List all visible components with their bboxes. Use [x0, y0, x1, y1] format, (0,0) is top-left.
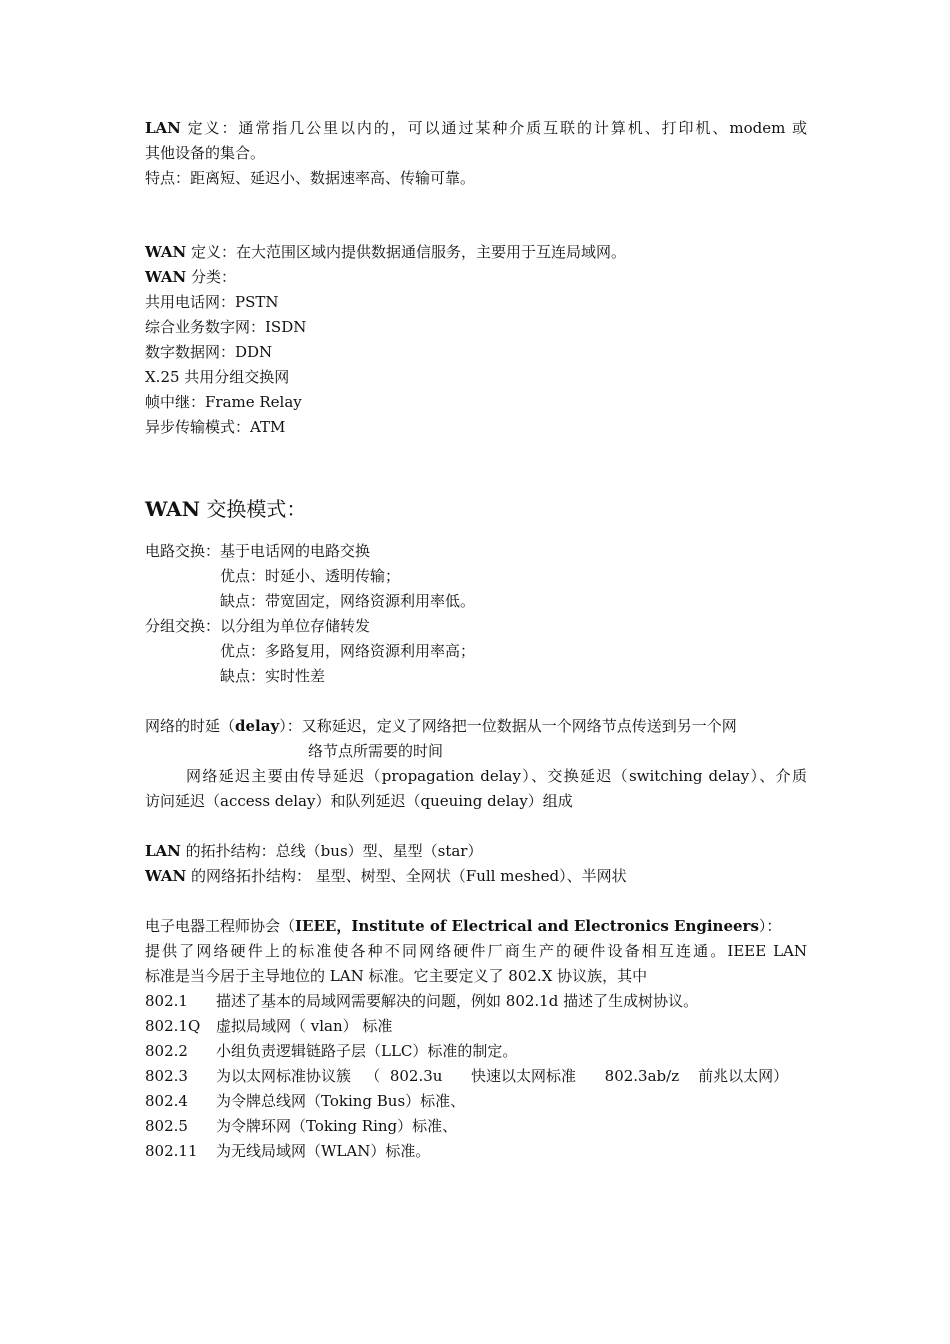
standard-text: 为无线局域网（WLAN）标准。 — [216, 1142, 431, 1160]
circuit-pros: 优点：时延小、透明传输； — [220, 567, 401, 585]
standard-item — [145, 1091, 807, 1111]
standard-code: 802.1Q — [145, 1017, 201, 1035]
ieee-desc-line-1: 提供了网络硬件上的标准使各种不同网络硬件厂商生产的硬件设备相互连通。IEEE LAN — [145, 942, 807, 960]
standard-item — [145, 1116, 807, 1136]
wan-type-item: 综合业务数字网：ISDN — [145, 318, 307, 336]
delay-term: delay — [235, 717, 280, 735]
heading-wan-label: WAN — [145, 497, 200, 521]
delay-definition — [145, 716, 807, 736]
heading-text: 交换模式： — [199, 497, 307, 521]
ieee-desc-line-2: 标准是当今居于主导地位的 LAN 标准。它主要定义了 802.X 协议族，其中 — [145, 967, 648, 985]
delay-definition-cont: 络节点所需要的时间 — [308, 742, 444, 760]
wan-topology-text: 的网络拓扑结构： 星型、树型、全网状（Full meshed）、半网状 — [186, 867, 627, 885]
packet-switching: 分组交换：以分组为单位存储转发 — [145, 617, 371, 635]
delay-pre: 网络的时延（ — [145, 717, 236, 735]
wan-label: WAN — [145, 867, 187, 885]
standard-code: 802.1 — [145, 992, 188, 1010]
packet-pros: 优点：多路复用，网络资源利用率高； — [220, 642, 476, 660]
wan-definition — [145, 242, 807, 262]
wan-label: WAN — [145, 268, 187, 286]
wan-type-item: 帧中继：Frame Relay — [145, 393, 302, 411]
wan-type-item: X.25 共用分组交换网 — [145, 368, 290, 386]
delay-detail-line-1: 网络延迟主要由传导延迟（propagation delay）、交换延迟（switching delay）、介质 — [186, 767, 807, 785]
standard-text: 为以太网标准协议簇 （ 802.3u 快速以太网标准 802.3ab/z 前兆以太网） — [216, 1067, 789, 1085]
wan-label: WAN — [145, 243, 187, 261]
lan-label: LAN — [145, 119, 181, 137]
packet-cons: 缺点：实时性差 — [220, 667, 326, 685]
standard-text: 小组负责逻辑链路子层（LLC）标准的制定。 — [216, 1042, 518, 1060]
standard-item — [145, 1041, 807, 1061]
wan-topology — [145, 866, 807, 886]
circuit-switching: 电路交换：基于电话网的电路交换 — [145, 542, 371, 560]
wan-type-item: 共用电话网：PSTN — [145, 293, 279, 311]
standard-code: 802.2 — [145, 1042, 188, 1060]
circuit-cons: 缺点：带宽固定，网络资源利用率低。 — [220, 592, 476, 610]
delay-detail-line-2: 访问延迟（access delay）和队列延迟（queuing delay）组成 — [145, 792, 573, 810]
standard-code: 802.4 — [145, 1092, 188, 1110]
lan-definition-line-1 — [145, 118, 807, 138]
standard-item — [145, 1016, 807, 1036]
standard-code: 802.11 — [145, 1142, 198, 1160]
wan-classification-text: 分类： — [186, 268, 237, 286]
standard-item — [145, 1066, 807, 1086]
lan-features: 特点：距离短、延迟小、数据速率高、传输可靠。 — [145, 169, 476, 187]
delay-post: ）：又称延迟，定义了网络把一位数据从一个网络节点传送到另一个网 — [279, 717, 737, 735]
standard-text: 虚拟局域网（ vlan） 标准 — [216, 1017, 393, 1035]
switching-heading — [145, 496, 807, 522]
lan-topology-text: 的拓扑结构：总线（bus）型、星型（star） — [180, 842, 483, 860]
wan-type-item: 异步传输模式：ATM — [145, 418, 286, 436]
standard-text: 描述了基本的局域网需要解决的问题，例如 802.1d 描述了生成树协议。 — [216, 992, 699, 1010]
ieee-heading — [145, 916, 807, 936]
wan-type-item: 数字数据网：DDN — [145, 343, 273, 361]
lan-label: LAN — [145, 842, 181, 860]
ieee-full-name: IEEE，Institute of Electrical and Electronics Engineers — [295, 917, 759, 935]
standard-code: 802.5 — [145, 1117, 188, 1135]
standard-code: 802.3 — [145, 1067, 188, 1085]
wan-definition-text: 定义：在大范围区域内提供数据通信服务，主要用于互连局域网。 — [186, 243, 627, 261]
lan-definition-text: 定义：通常指几公里以内的，可以通过某种介质互联的计算机、打印机、modem 或 — [180, 119, 807, 137]
ieee-post: ）： — [758, 917, 782, 935]
standard-text: 为令牌环网（Toking Ring）标准、 — [216, 1117, 458, 1135]
standard-item — [145, 991, 807, 1011]
standard-item — [145, 1141, 807, 1161]
lan-definition-line-2: 其他设备的集合。 — [145, 144, 266, 162]
lan-topology — [145, 841, 807, 861]
ieee-pre: 电子电器工程师协会（ — [145, 917, 296, 935]
standard-text: 为令牌总线网（Toking Bus）标准、 — [216, 1092, 466, 1110]
wan-classification — [145, 267, 807, 287]
